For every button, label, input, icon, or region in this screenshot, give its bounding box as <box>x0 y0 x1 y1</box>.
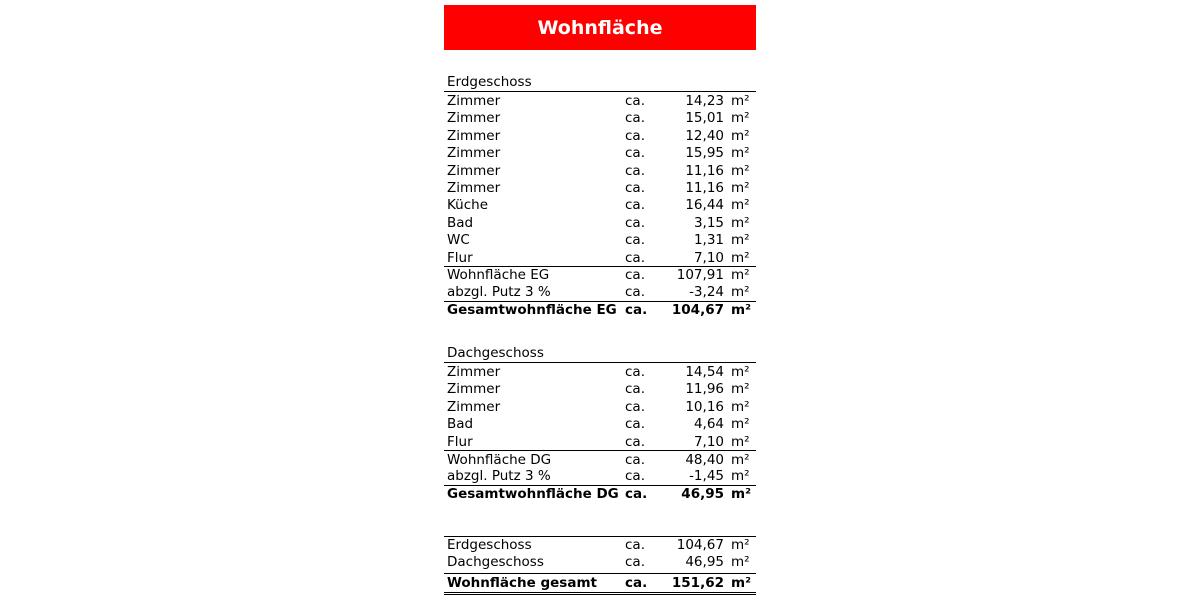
area-unit: m² <box>731 267 750 284</box>
approx-label: ca. <box>625 127 645 144</box>
area-unit: m² <box>731 486 751 503</box>
room-list <box>444 363 756 450</box>
room-name: Bad <box>447 214 474 231</box>
area-unit: m² <box>731 197 750 214</box>
summary-block <box>444 536 756 595</box>
area-unit: m² <box>731 145 750 162</box>
area-sheet <box>444 5 756 591</box>
area-unit: m² <box>731 214 750 231</box>
area-value: 7,10 <box>693 249 724 266</box>
area-unit: m² <box>731 249 750 266</box>
summary-row <box>444 536 756 553</box>
room-row <box>444 416 756 433</box>
area-unit: m² <box>731 127 750 144</box>
page-title: Wohnfläche <box>444 5 756 50</box>
deduction-label: abzgl. Putz 3 % <box>447 468 551 485</box>
approx-label: ca. <box>625 486 648 503</box>
approx-label: ca. <box>625 381 645 398</box>
approx-label: ca. <box>625 302 648 319</box>
deduction-row <box>444 468 756 485</box>
room-name: Zimmer <box>447 110 501 127</box>
area-value: 11,96 <box>685 381 724 398</box>
summary-label: Dachgeschoss <box>447 554 544 571</box>
area-unit: m² <box>731 416 750 433</box>
approx-label: ca. <box>625 416 645 433</box>
room-row <box>444 363 756 380</box>
subtotal-label: Wohnfläche DG <box>447 451 552 468</box>
approx-label: ca. <box>625 433 645 450</box>
room-name: Küche <box>447 197 489 214</box>
subtotal-value: 107,91 <box>676 267 724 284</box>
room-row <box>444 127 756 144</box>
area-unit: m² <box>731 554 750 571</box>
deduction-value: -1,45 <box>689 468 724 485</box>
area-unit: m² <box>731 468 750 485</box>
room-name: Bad <box>447 416 474 433</box>
grand-total-value: 151,62 <box>671 574 724 591</box>
subtotal-row <box>444 266 756 283</box>
area-value: 3,15 <box>693 214 724 231</box>
area-unit: m² <box>731 232 750 249</box>
area-value: 7,10 <box>693 433 724 450</box>
area-value: 15,01 <box>685 110 724 127</box>
room-row <box>444 145 756 162</box>
deduction-value: -3,24 <box>689 284 724 301</box>
area-unit: m² <box>731 302 751 319</box>
area-unit: m² <box>731 451 750 468</box>
total-label: Gesamtwohnfläche DG <box>447 486 619 503</box>
grand-total-row <box>444 573 756 595</box>
area-unit: m² <box>731 381 750 398</box>
room-name: Flur <box>447 433 473 450</box>
area-unit: m² <box>731 162 750 179</box>
summary-value: 46,95 <box>685 554 724 571</box>
approx-label: ca. <box>625 162 645 179</box>
area-value: 4,64 <box>693 416 724 433</box>
subtotal-label: Wohnfläche EG <box>447 267 550 284</box>
total-value: 46,95 <box>681 486 724 503</box>
area-value: 14,23 <box>685 93 724 110</box>
room-row <box>444 214 756 231</box>
summary-label: Erdgeschoss <box>447 537 532 554</box>
approx-label: ca. <box>625 197 645 214</box>
approx-label: ca. <box>625 451 645 468</box>
area-unit: m² <box>731 284 750 301</box>
area-value: 12,40 <box>685 127 724 144</box>
room-row <box>444 381 756 398</box>
approx-label: ca. <box>625 180 645 197</box>
area-value: 15,95 <box>685 145 724 162</box>
room-name: Zimmer <box>447 145 501 162</box>
total-row <box>444 301 756 318</box>
approx-label: ca. <box>625 232 645 249</box>
subtotal-row <box>444 450 756 467</box>
area-unit: m² <box>731 180 750 197</box>
room-name: Zimmer <box>447 180 501 197</box>
area-unit: m² <box>731 93 750 110</box>
room-row <box>444 110 756 127</box>
room-name: Zimmer <box>447 127 501 144</box>
approx-label: ca. <box>625 93 645 110</box>
total-label: Gesamtwohnfläche EG <box>447 302 617 319</box>
area-unit: m² <box>731 364 750 381</box>
area-unit: m² <box>731 574 751 591</box>
room-row <box>444 162 756 179</box>
area-value: 16,44 <box>685 197 724 214</box>
approx-label: ca. <box>625 364 645 381</box>
room-name: Zimmer <box>447 398 501 415</box>
room-name: Zimmer <box>447 364 501 381</box>
room-row <box>444 433 756 450</box>
area-value: 14,54 <box>685 364 724 381</box>
area-value: 11,16 <box>685 180 724 197</box>
room-row <box>444 179 756 196</box>
area-unit: m² <box>731 537 750 554</box>
room-row <box>444 398 756 415</box>
room-name: WC <box>447 232 470 249</box>
grand-total-label: Wohnfläche gesamt <box>447 574 597 591</box>
deduction-label: abzgl. Putz 3 % <box>447 284 551 301</box>
room-name: Zimmer <box>447 93 501 110</box>
approx-label: ca. <box>625 284 645 301</box>
room-row <box>444 197 756 214</box>
section-heading: Dachgeschoss <box>444 345 756 363</box>
approx-label: ca. <box>625 537 645 554</box>
deduction-row <box>444 284 756 301</box>
approx-label: ca. <box>625 398 645 415</box>
summary-row <box>444 553 756 570</box>
area-value: 1,31 <box>693 232 724 249</box>
subtotal-value: 48,40 <box>685 451 724 468</box>
area-unit: m² <box>731 110 750 127</box>
approx-label: ca. <box>625 267 645 284</box>
total-value: 104,67 <box>671 302 724 319</box>
area-value: 11,16 <box>685 162 724 179</box>
approx-label: ca. <box>625 145 645 162</box>
room-row <box>444 92 756 109</box>
room-list <box>444 92 756 266</box>
section-dachgeschoss <box>444 345 756 503</box>
total-row <box>444 485 756 502</box>
approx-label: ca. <box>625 214 645 231</box>
room-name: Zimmer <box>447 381 501 398</box>
room-name: Flur <box>447 249 473 266</box>
room-name: Zimmer <box>447 162 501 179</box>
area-value: 10,16 <box>685 398 724 415</box>
area-unit: m² <box>731 433 750 450</box>
approx-label: ca. <box>625 468 645 485</box>
approx-label: ca. <box>625 554 645 571</box>
area-unit: m² <box>731 398 750 415</box>
room-row <box>444 232 756 249</box>
approx-label: ca. <box>625 574 648 591</box>
summary-value: 104,67 <box>676 537 724 554</box>
approx-label: ca. <box>625 249 645 266</box>
approx-label: ca. <box>625 110 645 127</box>
section-heading: Erdgeschoss <box>444 74 756 92</box>
room-row <box>444 249 756 266</box>
section-erdgeschoss <box>444 74 756 318</box>
